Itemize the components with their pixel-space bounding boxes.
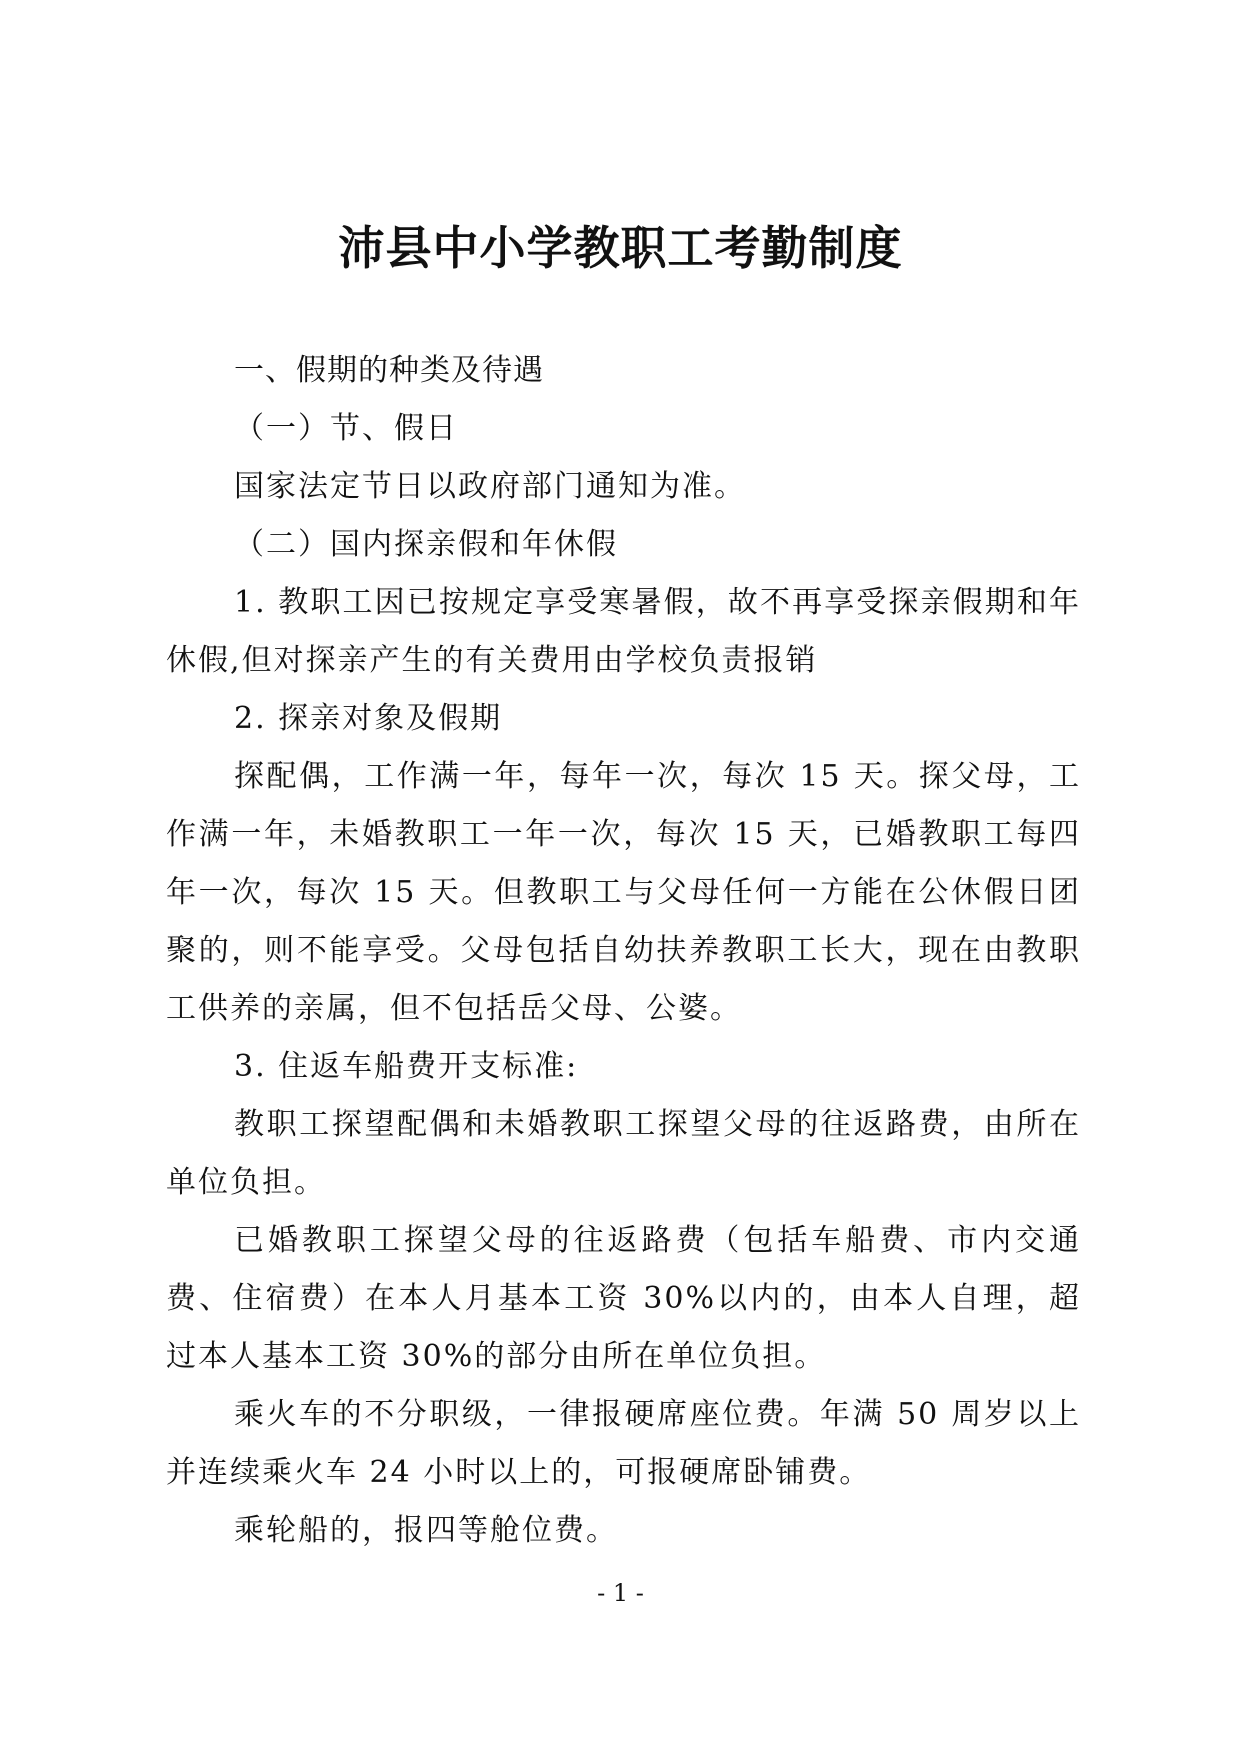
paragraph: 乘火车的不分职级，一律报硬席座位费。年满 50 周岁以上并连续乘火车 24 小时以上的，可报硬席卧铺费。 [166, 1397, 1081, 1490]
paragraph: 国家法定节日以政府部门通知为准。 [234, 469, 746, 504]
subsection-heading: （一）节、假日 [234, 411, 458, 446]
paragraph: 1. 教职工因已按规定享受寒暑假，故不再享受探亲假期和年休假,但对探亲产生的有关费用由学校负责报销 [166, 585, 1081, 678]
paragraph: 乘轮船的，报四等舱位费。 [234, 1513, 618, 1548]
paragraph: 3. 住返车船费开支标准: [234, 1049, 579, 1084]
subsection-heading: （二）国内探亲假和年休假 [234, 527, 618, 562]
document-body [166, 342, 1081, 1560]
paragraph: 探配偶，工作满一年，每年一次，每次 15 天。探父母，工作满一年，未婚教职工一年一次，每次 15 天，已婚教职工每四年一次，每次 15 天。但教职工与父母任何一方能在公休假日团聚的，则不能享受。父母包括自幼扶养教职工长大，现在由教职工供养的亲属，但不包括岳父母、公婆。 [166, 759, 1081, 1026]
paragraph: 已婚教职工探望父母的往返路费（包括车船费、市内交通费、住宿费）在本人月基本工资 30%以内的，由本人自理，超过本人基本工资 30%的部分由所在单位负担。 [166, 1223, 1081, 1374]
page-number: - 1 - [597, 1579, 644, 1607]
paragraph: 教职工探望配偶和未婚教职工探望父母的往返路费，由所在单位负担。 [166, 1107, 1081, 1200]
document-title: 沛县中小学教职工考勤制度 [338, 221, 903, 275]
paragraph: 2. 探亲对象及假期 [234, 701, 503, 736]
section-heading: 一、假期的种类及待遇 [234, 353, 544, 388]
